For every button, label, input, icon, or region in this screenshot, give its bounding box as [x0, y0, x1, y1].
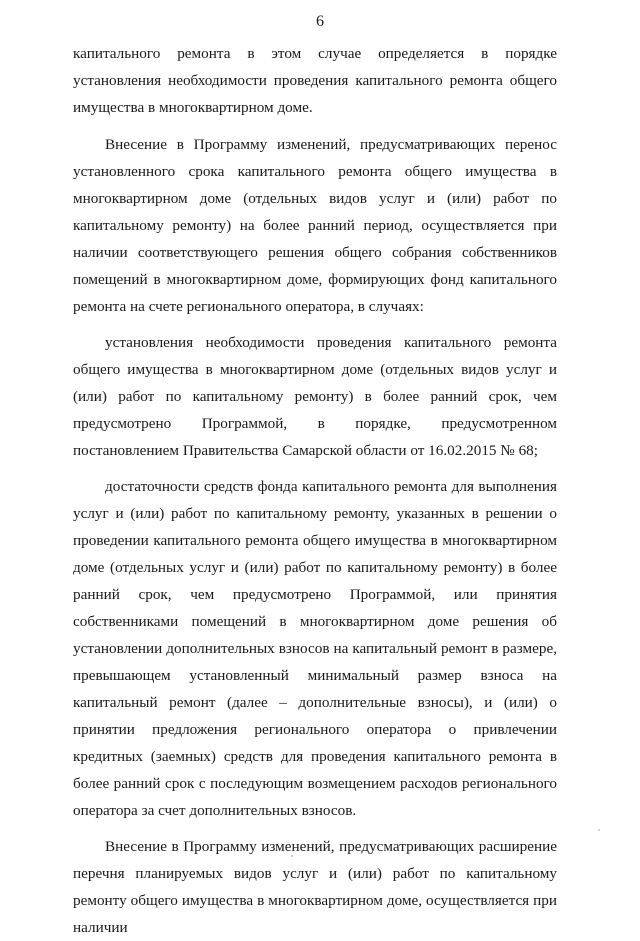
scan-speck [291, 855, 293, 857]
paragraph-program-amendment-transfer: Внесение в Программу изменений, предусматривающих перенос установленного срока капитального ремонта общего имущества в многоквартирном доме (отдельных видов услуг и (или) работ по капитальному ремонту) на более ранний период, осуществляется при наличии соответствующего решения общего собрания собственников помещений в многоквартирном доме, формирующих фонд капитального ремонта на счете регионального оператора, в случаях: [73, 136, 557, 315]
paragraph-case-sufficiency: достаточности средств фонда капитального ремонта для выполнения услуг и (или) работ по капитальному ремонту, указанных в решении о проведении капитального ремонта общего имущества в многоквартирном доме (отдельных услуг и (или) работ по капитальному ремонту) в более ранний срок, чем предусмотрено Программой, или принятия собственниками помещений в многоквартирном доме решения об установлении дополнительных взносов на капитальный ремонт в размере, превышающем установленный минимальный размер взноса на капитальный ремонт (далее – дополнительные взносы), и (или) о принятии предложения регионального оператора о привлечении кредитных (заемных) средств для проведения капитального ремонта в более ранний срок с последующим возмещением расходов регионального оператора за счет дополнительных взносов. [73, 478, 557, 819]
paragraph-continuation: капитального ремонта в этом случае определяется в порядке установления необходимости проведения капитального ремонта общего имущества в многоквартирном доме. [73, 45, 557, 116]
scan-speck [598, 829, 600, 831]
paragraph-program-amendment-expansion: Внесение в Программу изменений, предусматривающих расширение перечня планируемых видов услуг и (или) работ по капитальному ремонту общего имущества в многоквартирном доме, осуществляется при наличии [73, 838, 557, 936]
document-body [73, 40, 557, 941]
page-number: 6 [316, 13, 324, 30]
paragraph-case-necessity: установления необходимости проведения капитального ремонта общего имущества в многоквартирном доме (отдельных видов услуг и (или) работ по капитальному ремонту) в более ранний срок, чем предусмотрено Программой, в порядке, предусмотренном постановлением Правительства Самарской области от 16.02.2015 № 68; [73, 334, 557, 459]
